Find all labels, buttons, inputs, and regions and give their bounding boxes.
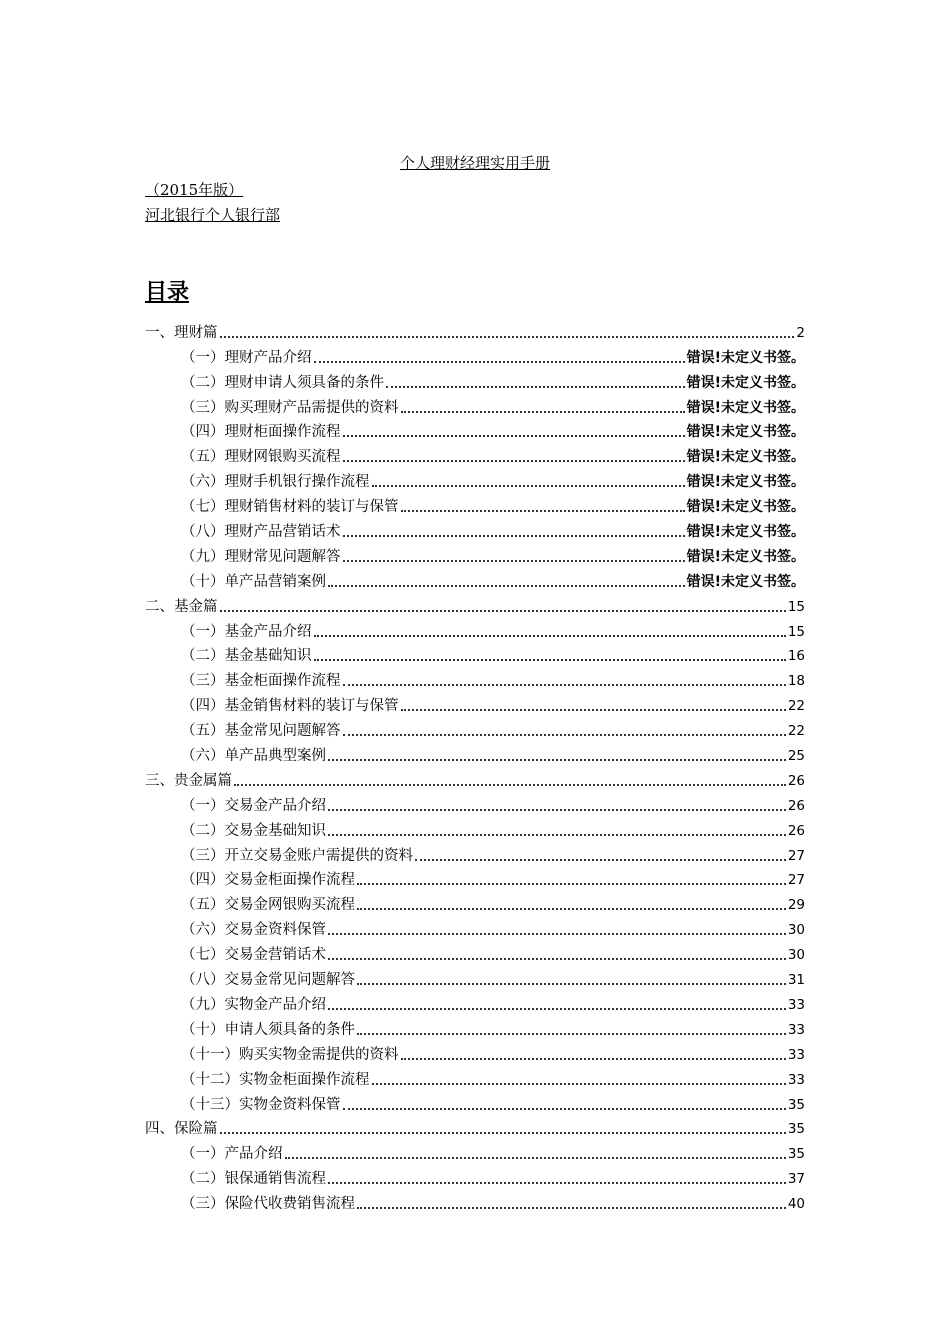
toc-entry-title: （二）银保通销售流程	[181, 1171, 326, 1188]
toc-page-number: 33	[787, 1071, 805, 1088]
toc-page-number: 26	[787, 772, 805, 789]
toc-dot-leader	[357, 1206, 786, 1209]
toc-entry-title: （三）基金柜面操作流程	[181, 673, 341, 690]
toc-subsection-entry[interactable]	[145, 990, 805, 1015]
toc-dot-leader	[328, 584, 685, 587]
toc-entry-title: （十二）实物金柜面操作流程	[181, 1071, 370, 1088]
toc-dot-leader	[220, 1131, 786, 1134]
toc-dot-leader	[372, 484, 685, 487]
toc-dot-leader	[328, 758, 786, 761]
toc-subsection-entry[interactable]	[145, 1040, 805, 1065]
toc-subsection-entry[interactable]	[145, 418, 805, 443]
toc-entry-title: （七）理财销售材料的装订与保管	[181, 499, 399, 516]
edition-label: （2015年版）	[145, 181, 244, 199]
toc-entry-title: （五）交易金网银购买流程	[181, 897, 355, 914]
toc-entry-title: （五）基金常见问题解答	[181, 723, 341, 740]
toc-entry-title: （四）理财柜面操作流程	[181, 424, 341, 441]
toc-dot-leader	[372, 1082, 786, 1085]
toc-dot-leader	[328, 833, 786, 836]
toc-subsection-entry[interactable]	[145, 965, 805, 990]
toc-subsection-entry[interactable]	[145, 393, 805, 418]
toc-subsection-entry[interactable]	[145, 517, 805, 542]
toc-page-number: 错误!未定义书签。	[686, 349, 805, 366]
toc-dot-leader	[328, 1007, 786, 1010]
toc-page-number: 错误!未定义书签。	[686, 374, 805, 391]
toc-page-number: 2	[796, 324, 805, 341]
toc-page-number: 33	[787, 1021, 805, 1038]
toc-page-number: 错误!未定义书签。	[686, 524, 805, 541]
toc-page-number: 22	[787, 698, 805, 715]
toc-page-number: 错误!未定义书签。	[686, 399, 805, 416]
toc-page-number: 27	[787, 872, 805, 889]
toc-subsection-entry[interactable]	[145, 542, 805, 567]
toc-entry-title: （三）保险代收费销售流程	[181, 1196, 355, 1213]
toc-entry-title: 一、理财篇	[145, 324, 218, 341]
toc-entry-title: （七）交易金营销话术	[181, 947, 326, 964]
toc-dot-leader	[401, 708, 786, 711]
toc-entry-title: （六）理财手机银行操作流程	[181, 474, 370, 491]
toc-entry-title: （一）基金产品介绍	[181, 623, 312, 640]
toc-subsection-entry[interactable]	[145, 1090, 805, 1115]
toc-subsection-entry[interactable]	[145, 492, 805, 517]
toc-dot-leader	[343, 434, 685, 437]
toc-dot-leader	[314, 360, 685, 363]
toc-entry-title: （六）交易金资料保管	[181, 922, 326, 939]
toc-section-entry[interactable]	[145, 766, 805, 791]
toc-entry-title: 四、保险篇	[145, 1121, 218, 1138]
toc-entry-title: （一）理财产品介绍	[181, 349, 312, 366]
toc-entry-title: （四）基金销售材料的装订与保管	[181, 698, 399, 715]
toc-dot-leader	[401, 509, 685, 512]
toc-subsection-entry[interactable]	[145, 666, 805, 691]
toc-entry-title: （十三）实物金资料保管	[181, 1096, 341, 1113]
toc-page-number: 错误!未定义书签。	[686, 499, 805, 516]
toc-entry-title: （三）开立交易金账户需提供的资料	[181, 847, 413, 864]
toc-page-number: 15	[787, 598, 805, 615]
toc-subsection-entry[interactable]	[145, 866, 805, 891]
toc-subsection-entry[interactable]	[145, 1189, 805, 1214]
toc-page-number: 27	[787, 847, 805, 864]
toc-section-entry[interactable]	[145, 318, 805, 343]
toc-subsection-entry[interactable]	[145, 716, 805, 741]
toc-entry-title: （九）实物金产品介绍	[181, 996, 326, 1013]
toc-subsection-entry[interactable]	[145, 368, 805, 393]
toc-subsection-entry[interactable]	[145, 467, 805, 492]
toc-dot-leader	[314, 634, 786, 637]
toc-entry-title: 三、贵金属篇	[145, 772, 232, 789]
toc-dot-leader	[357, 907, 786, 910]
toc-entry-title: （二）基金基础知识	[181, 648, 312, 665]
toc-dot-leader	[343, 733, 786, 736]
toc-section-entry[interactable]	[145, 1115, 805, 1140]
toc-dot-leader	[401, 410, 685, 413]
toc-page-number: 22	[787, 723, 805, 740]
toc-page-number: 16	[787, 648, 805, 665]
toc-entry-title: 二、基金篇	[145, 598, 218, 615]
toc-entry-title: （九）理财常见问题解答	[181, 548, 341, 565]
toc-subsection-entry[interactable]	[145, 567, 805, 592]
toc-dot-leader	[343, 1107, 786, 1110]
toc-entry-title: （十）申请人须具备的条件	[181, 1021, 355, 1038]
toc-dot-leader	[328, 957, 786, 960]
toc-subsection-entry[interactable]	[145, 691, 805, 716]
toc-page-number: 40	[787, 1196, 805, 1213]
toc-entry-title: （一）交易金产品介绍	[181, 797, 326, 814]
toc-entry-title: （二）理财申请人须具备的条件	[181, 374, 384, 391]
toc-page-number: 33	[787, 996, 805, 1013]
toc-subsection-entry[interactable]	[145, 442, 805, 467]
toc-entry-title: （八）交易金常见问题解答	[181, 972, 355, 989]
toc-page-number: 25	[787, 748, 805, 765]
toc-dot-leader	[328, 808, 786, 811]
toc-page-number: 错误!未定义书签。	[686, 449, 805, 466]
toc-page-number: 37	[787, 1171, 805, 1188]
toc-entry-title: （六）单产品典型案例	[181, 748, 326, 765]
toc-entry-title: （一）产品介绍	[181, 1146, 283, 1163]
toc-dot-leader	[386, 385, 685, 388]
toc-subsection-entry[interactable]	[145, 343, 805, 368]
toc-subsection-entry[interactable]	[145, 642, 805, 667]
toc-subsection-entry[interactable]	[145, 1065, 805, 1090]
toc-page-number: 30	[787, 947, 805, 964]
toc-entry-title: （三）购买理财产品需提供的资料	[181, 399, 399, 416]
toc-subsection-entry[interactable]	[145, 890, 805, 915]
toc-entry-title: （二）交易金基础知识	[181, 822, 326, 839]
toc-page-number: 错误!未定义书签。	[686, 573, 805, 590]
toc-subsection-entry[interactable]	[145, 741, 805, 766]
toc-dot-leader	[343, 459, 685, 462]
toc-heading: 目录	[145, 280, 190, 305]
toc-page-number: 26	[787, 797, 805, 814]
toc-dot-leader	[343, 683, 786, 686]
toc-subsection-entry[interactable]	[145, 1015, 805, 1040]
toc-page-number: 26	[787, 822, 805, 839]
toc-page-number: 18	[787, 673, 805, 690]
toc-dot-leader	[234, 783, 786, 786]
toc-subsection-entry[interactable]	[145, 915, 805, 940]
toc-dot-leader	[357, 882, 786, 885]
toc-subsection-entry[interactable]	[145, 617, 805, 642]
toc-page-number: 35	[787, 1146, 805, 1163]
department-label: 河北银行个人银行部	[145, 206, 281, 224]
toc-section-entry[interactable]	[145, 592, 805, 617]
toc-entry-title: （四）交易金柜面操作流程	[181, 872, 355, 889]
toc-subsection-entry[interactable]	[145, 791, 805, 816]
document-title: 个人理财经理实用手册	[399, 154, 550, 172]
toc-dot-leader	[357, 1032, 786, 1035]
toc-page-number: 错误!未定义书签。	[686, 548, 805, 565]
toc-page-number: 35	[787, 1121, 805, 1138]
toc-page-number: 33	[787, 1046, 805, 1063]
toc-subsection-entry[interactable]	[145, 1164, 805, 1189]
table-of-contents	[145, 318, 805, 1214]
toc-dot-leader	[314, 658, 786, 661]
toc-page-number: 错误!未定义书签。	[686, 424, 805, 441]
toc-dot-leader	[220, 609, 786, 612]
toc-subsection-entry[interactable]	[145, 816, 805, 841]
toc-dot-leader	[328, 932, 786, 935]
toc-page-number: 30	[787, 922, 805, 939]
toc-page-number: 15	[787, 623, 805, 640]
toc-subsection-entry[interactable]	[145, 841, 805, 866]
toc-page-number: 29	[787, 897, 805, 914]
toc-subsection-entry[interactable]	[145, 940, 805, 965]
toc-dot-leader	[220, 335, 795, 338]
toc-entry-title: （十）单产品营销案例	[181, 573, 326, 590]
toc-subsection-entry[interactable]	[145, 1139, 805, 1164]
toc-page-number: 35	[787, 1096, 805, 1113]
toc-dot-leader	[343, 534, 685, 537]
toc-entry-title: （八）理财产品营销话术	[181, 524, 341, 541]
toc-dot-leader	[401, 1057, 786, 1060]
toc-page-number: 错误!未定义书签。	[686, 474, 805, 491]
toc-page-number: 31	[787, 972, 805, 989]
toc-dot-leader	[343, 559, 685, 562]
toc-dot-leader	[415, 858, 786, 861]
toc-entry-title: （五）理财网银购买流程	[181, 449, 341, 466]
toc-entry-title: （十一）购买实物金需提供的资料	[181, 1046, 399, 1063]
toc-dot-leader	[328, 1181, 786, 1184]
toc-dot-leader	[285, 1156, 786, 1159]
toc-dot-leader	[357, 982, 786, 985]
